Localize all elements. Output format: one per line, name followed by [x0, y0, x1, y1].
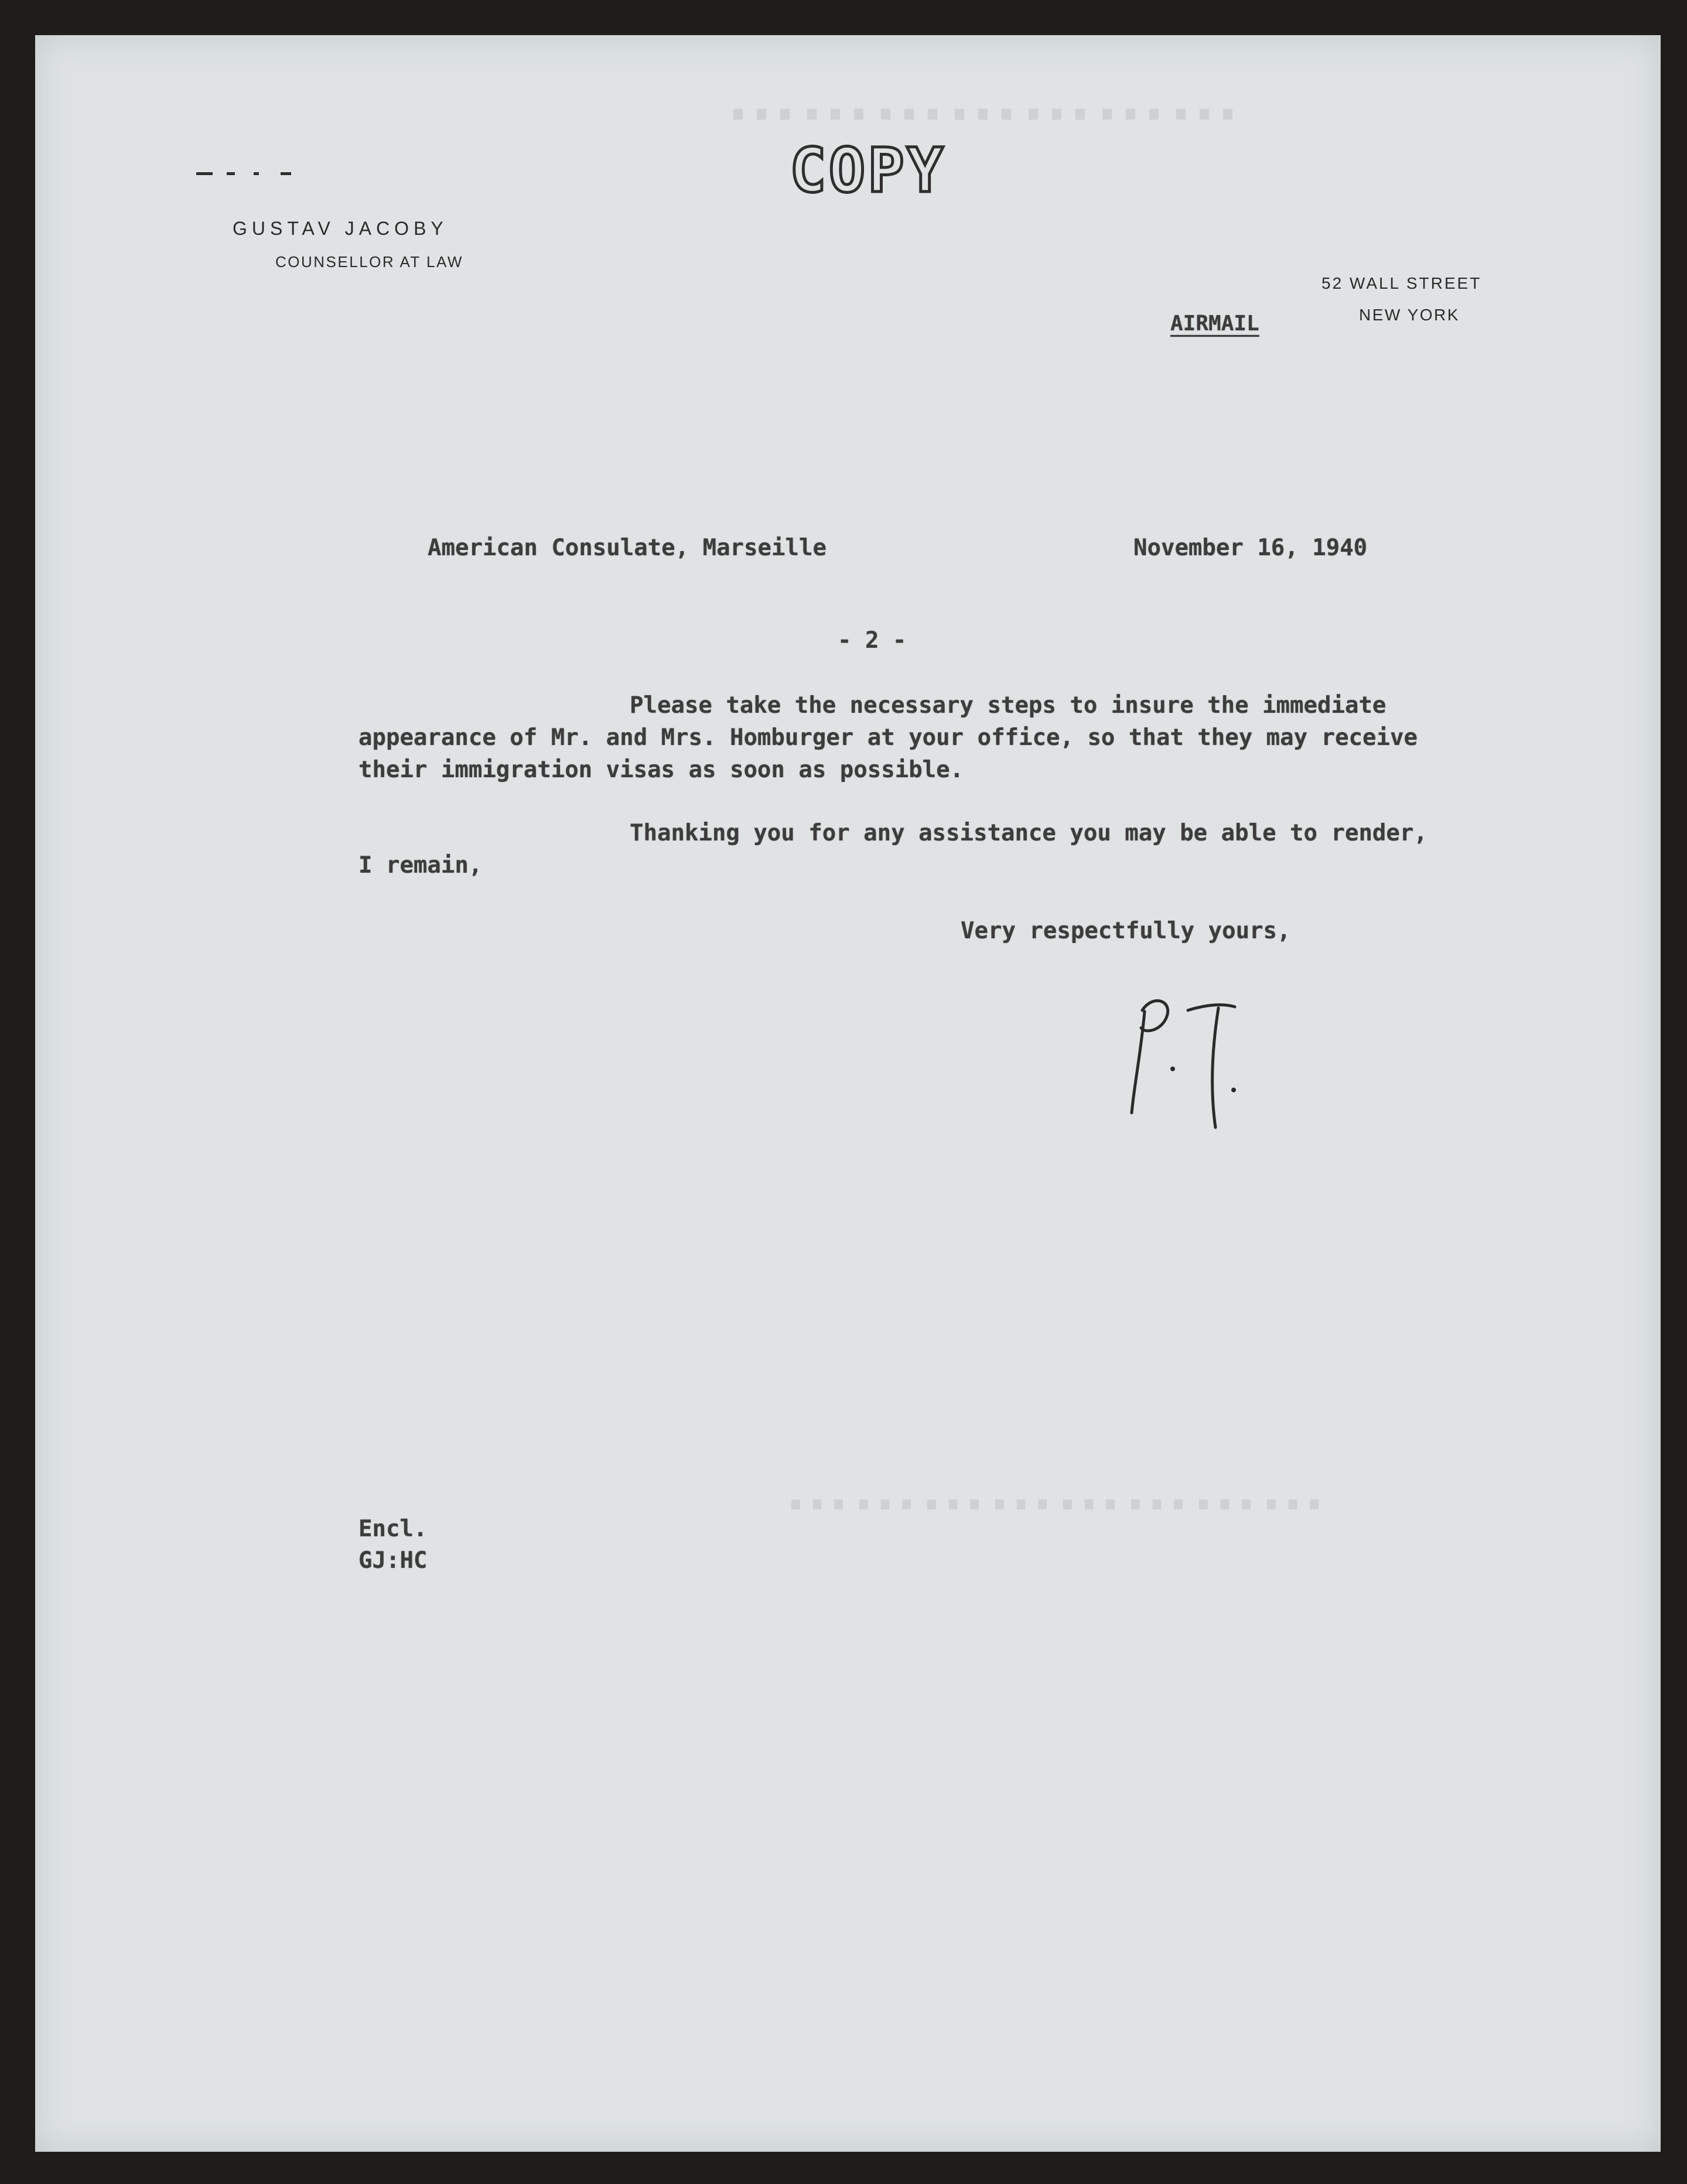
bleed-through-watermark: ⋯⋯⋯⋯⋯⋯⋯: [726, 70, 1243, 153]
bleed-through-watermark: ⋯⋯⋯⋯⋯⋯⋯⋯: [785, 1464, 1329, 1540]
handwritten-signature-icon: [1119, 987, 1248, 1139]
address-street: 52 WALL STREET: [1321, 274, 1482, 292]
letter-date: November 16, 1940: [1133, 535, 1368, 561]
copy-stamp: COPY: [790, 135, 946, 206]
reference-initials: GJ:HC: [358, 1547, 428, 1574]
body-line: Please take the necessary steps to insure the immediate: [630, 692, 1387, 719]
complimentary-closing: Very respectfully yours,: [961, 918, 1291, 944]
letter-page: [35, 35, 1661, 2152]
letterhead-title: COUNSELLOR AT LAW: [275, 253, 463, 271]
page-number: - 2 -: [838, 627, 907, 654]
address-city: NEW YORK: [1359, 306, 1460, 324]
body-line: their immigration visas as soon as possible.: [358, 757, 964, 783]
body-line: appearance of Mr. and Mrs. Homburger at your office, so that they may receive: [358, 724, 1418, 751]
letterhead-name: GUSTAV JACOBY: [233, 218, 448, 239]
body-line: Thanking you for any assistance you may be able to render,: [630, 820, 1428, 846]
letterhead-dash-mark: [196, 171, 308, 177]
body-line: I remain,: [358, 852, 483, 879]
enclosure-notation: Encl.: [358, 1516, 428, 1542]
recipient-line: American Consulate, Marseille: [428, 535, 827, 561]
airmail-label: AIRMAIL: [1170, 312, 1259, 336]
